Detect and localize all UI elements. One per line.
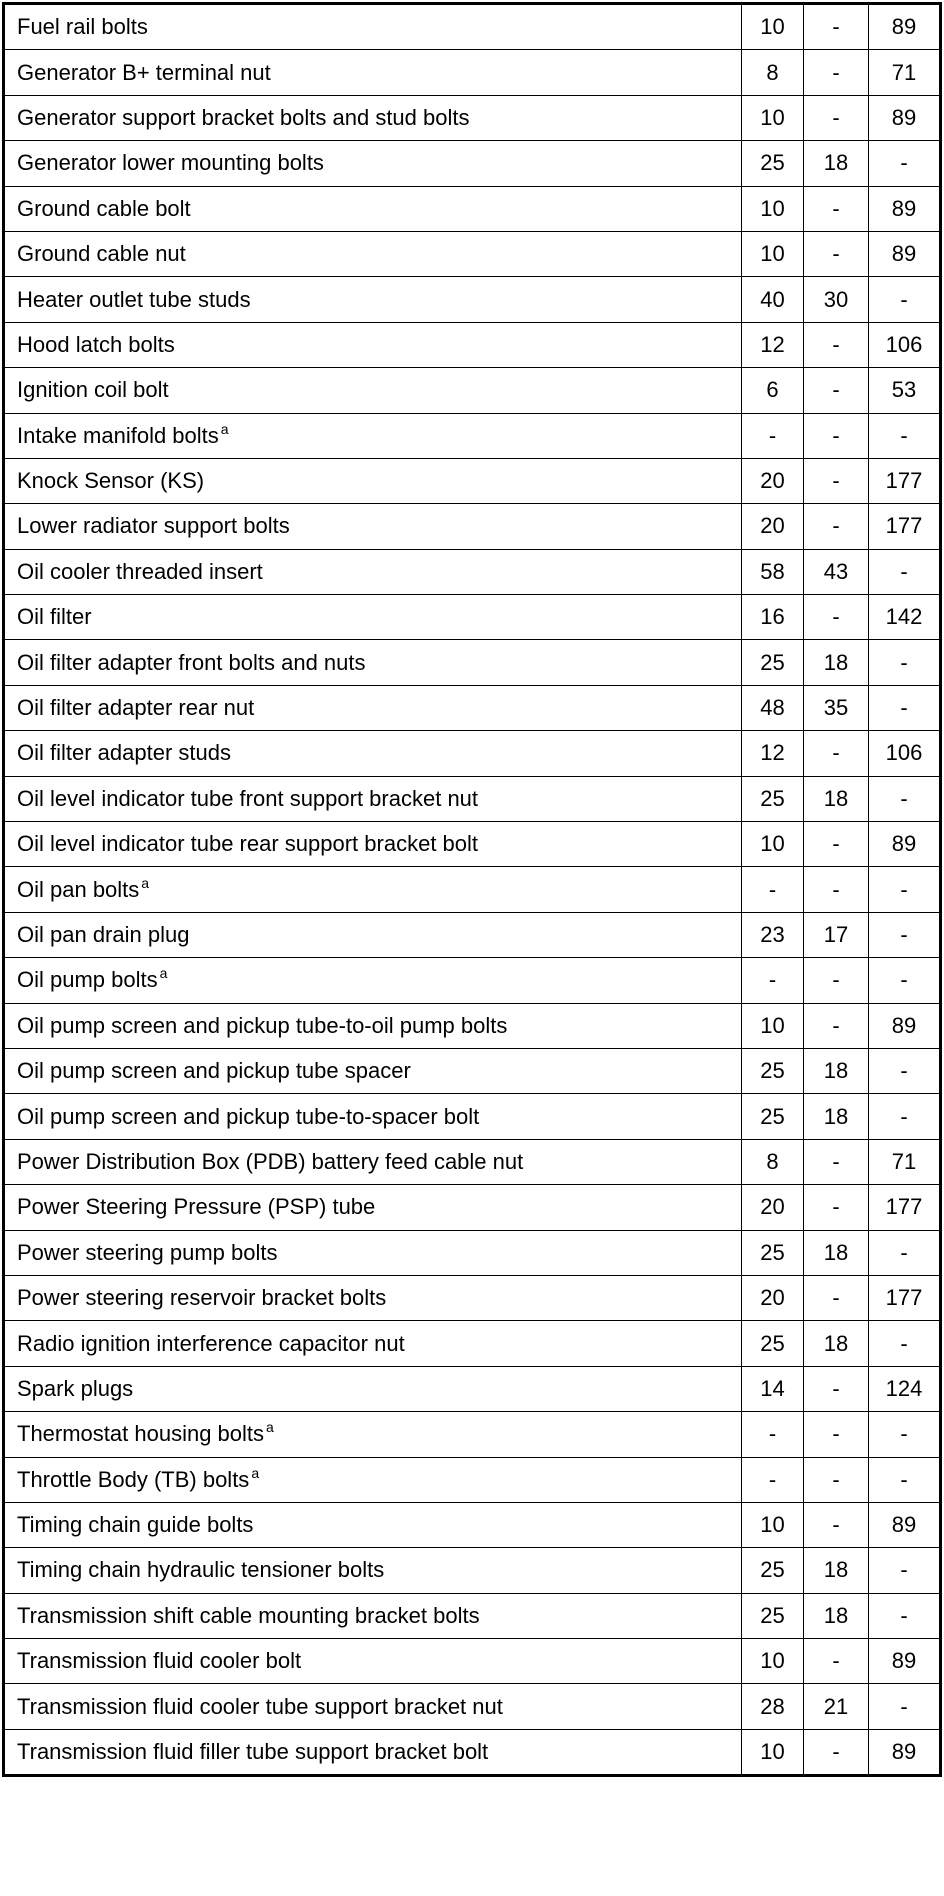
torque-nm-cell: 25 bbox=[742, 640, 804, 685]
component-name: Oil level indicator tube rear support bracket bolt bbox=[17, 831, 479, 857]
component-cell bbox=[4, 912, 742, 957]
torque-nm-cell: 20 bbox=[742, 1185, 804, 1230]
component-name: Lower radiator support bolts bbox=[17, 513, 290, 539]
component-name: Intake manifold bolts bbox=[17, 422, 219, 448]
torque-lbin-cell: 89 bbox=[869, 1729, 941, 1775]
torque-nm-cell: 10 bbox=[742, 231, 804, 276]
torque-lbft-cell: - bbox=[804, 186, 869, 231]
table-row bbox=[4, 1230, 941, 1275]
component-name: Transmission fluid filler tube support bracket bolt bbox=[17, 1739, 489, 1765]
torque-lbin-cell: - bbox=[869, 141, 941, 186]
component-name: Oil pump screen and pickup tube-to-spacer bolt bbox=[17, 1103, 480, 1129]
torque-nm-cell: 12 bbox=[742, 731, 804, 776]
torque-lbin-cell: 53 bbox=[869, 368, 941, 413]
component-cell bbox=[4, 1548, 742, 1593]
torque-nm-cell: 10 bbox=[742, 1639, 804, 1684]
torque-nm-cell: 20 bbox=[742, 504, 804, 549]
torque-lbft-cell: - bbox=[804, 1412, 869, 1457]
table-row bbox=[4, 1457, 941, 1502]
torque-lbft-cell: 18 bbox=[804, 1321, 869, 1366]
torque-lbin-cell: 124 bbox=[869, 1366, 941, 1411]
component-cell bbox=[4, 1412, 742, 1457]
torque-lbin-cell: 89 bbox=[869, 4, 941, 50]
component-cell bbox=[4, 95, 742, 140]
torque-lbin-cell: 89 bbox=[869, 95, 941, 140]
footnote-marker: a bbox=[220, 420, 229, 437]
table-row bbox=[4, 322, 941, 367]
torque-nm-cell: 8 bbox=[742, 50, 804, 95]
torque-lbft-cell: - bbox=[804, 1003, 869, 1048]
torque-lbin-cell: 177 bbox=[869, 1185, 941, 1230]
torque-lbin-cell: - bbox=[869, 912, 941, 957]
torque-lbft-cell: 21 bbox=[804, 1684, 869, 1729]
torque-lbin-cell: 71 bbox=[869, 1139, 941, 1184]
component-name: Power Steering Pressure (PSP) tube bbox=[17, 1194, 376, 1220]
torque-nm-cell: 10 bbox=[742, 186, 804, 231]
torque-nm-cell: 10 bbox=[742, 1502, 804, 1547]
torque-specification-table bbox=[2, 2, 942, 1777]
table-row bbox=[4, 4, 941, 50]
component-name: Heater outlet tube studs bbox=[17, 286, 251, 312]
table-row bbox=[4, 277, 941, 322]
torque-lbin-cell: - bbox=[869, 549, 941, 594]
torque-lbft-cell: - bbox=[804, 322, 869, 367]
torque-lbft-cell: 30 bbox=[804, 277, 869, 322]
component-cell bbox=[4, 504, 742, 549]
torque-nm-cell: 28 bbox=[742, 1684, 804, 1729]
torque-lbin-cell: 106 bbox=[869, 731, 941, 776]
torque-lbin-cell: 177 bbox=[869, 504, 941, 549]
torque-lbft-cell: - bbox=[804, 1457, 869, 1502]
table-row bbox=[4, 1185, 941, 1230]
torque-nm-cell: 20 bbox=[742, 1275, 804, 1320]
torque-lbft-cell: 18 bbox=[804, 640, 869, 685]
torque-lbft-cell: - bbox=[804, 731, 869, 776]
component-cell bbox=[4, 1457, 742, 1502]
component-name: Transmission fluid cooler bolt bbox=[17, 1648, 302, 1674]
table-row bbox=[4, 685, 941, 730]
component-name: Oil cooler threaded insert bbox=[17, 558, 263, 584]
footnote-marker: a bbox=[251, 1464, 260, 1481]
component-name: Power steering reservoir bracket bolts bbox=[17, 1285, 387, 1311]
torque-nm-cell: - bbox=[742, 867, 804, 912]
torque-lbin-cell: - bbox=[869, 1412, 941, 1457]
torque-lbft-cell: - bbox=[804, 1185, 869, 1230]
torque-lbft-cell: 43 bbox=[804, 549, 869, 594]
footnote-marker: a bbox=[266, 1419, 274, 1436]
torque-nm-cell: 25 bbox=[742, 1593, 804, 1638]
table-row bbox=[4, 1275, 941, 1320]
torque-lbin-cell: - bbox=[869, 277, 941, 322]
torque-lbft-cell: 18 bbox=[804, 1593, 869, 1638]
torque-lbft-cell: - bbox=[804, 867, 869, 912]
component-cell bbox=[4, 1502, 742, 1547]
component-cell bbox=[4, 1729, 742, 1775]
component-name: Transmission fluid cooler tube support bracket nut bbox=[17, 1693, 503, 1719]
torque-lbft-cell: - bbox=[804, 231, 869, 276]
torque-lbin-cell: - bbox=[869, 1457, 941, 1502]
torque-lbin-cell: - bbox=[869, 1048, 941, 1093]
torque-nm-cell: 20 bbox=[742, 458, 804, 503]
torque-nm-cell: 48 bbox=[742, 685, 804, 730]
component-name: Oil pump bolts bbox=[17, 967, 158, 993]
table-row bbox=[4, 413, 941, 458]
torque-lbin-cell: 177 bbox=[869, 458, 941, 503]
torque-lbin-cell: - bbox=[869, 413, 941, 458]
torque-nm-cell: 25 bbox=[742, 141, 804, 186]
torque-lbin-cell: 106 bbox=[869, 322, 941, 367]
torque-lbin-cell: 142 bbox=[869, 595, 941, 640]
component-cell bbox=[4, 458, 742, 503]
torque-lbin-cell: - bbox=[869, 958, 941, 1003]
table-row bbox=[4, 912, 941, 957]
table-row bbox=[4, 141, 941, 186]
torque-lbft-cell: - bbox=[804, 822, 869, 867]
table-row bbox=[4, 867, 941, 912]
torque-nm-cell: 16 bbox=[742, 595, 804, 640]
component-cell bbox=[4, 549, 742, 594]
torque-nm-cell: 25 bbox=[742, 1048, 804, 1093]
component-name: Timing chain hydraulic tensioner bolts bbox=[17, 1557, 385, 1583]
torque-nm-cell: - bbox=[742, 1457, 804, 1502]
component-cell bbox=[4, 1139, 742, 1184]
torque-lbin-cell: - bbox=[869, 1230, 941, 1275]
table-row bbox=[4, 1139, 941, 1184]
component-cell bbox=[4, 4, 742, 50]
torque-nm-cell: 10 bbox=[742, 1729, 804, 1775]
component-cell bbox=[4, 1094, 742, 1139]
component-cell bbox=[4, 1230, 742, 1275]
torque-lbft-cell: - bbox=[804, 1139, 869, 1184]
component-name: Knock Sensor (KS) bbox=[17, 468, 205, 494]
torque-lbin-cell: 89 bbox=[869, 822, 941, 867]
torque-nm-cell: 10 bbox=[742, 822, 804, 867]
component-name: Fuel rail bolts bbox=[17, 14, 148, 40]
component-name: Ground cable nut bbox=[17, 241, 186, 267]
component-cell bbox=[4, 1366, 742, 1411]
component-cell bbox=[4, 1639, 742, 1684]
torque-nm-cell: 25 bbox=[742, 1321, 804, 1366]
torque-nm-cell: 25 bbox=[742, 1094, 804, 1139]
table-body bbox=[4, 4, 941, 1776]
component-name: Power Distribution Box (PDB) battery feed cable nut bbox=[17, 1148, 524, 1174]
component-cell bbox=[4, 776, 742, 821]
component-cell bbox=[4, 640, 742, 685]
torque-nm-cell: 10 bbox=[742, 1003, 804, 1048]
torque-nm-cell: 10 bbox=[742, 4, 804, 50]
component-name: Timing chain guide bolts bbox=[17, 1512, 254, 1538]
torque-lbin-cell: - bbox=[869, 1593, 941, 1638]
torque-lbin-cell: - bbox=[869, 1321, 941, 1366]
torque-lbft-cell: - bbox=[804, 958, 869, 1003]
table-row bbox=[4, 1412, 941, 1457]
table-row bbox=[4, 731, 941, 776]
torque-lbin-cell: - bbox=[869, 1684, 941, 1729]
component-name: Spark plugs bbox=[17, 1375, 134, 1401]
torque-lbft-cell: - bbox=[804, 1275, 869, 1320]
table-row bbox=[4, 776, 941, 821]
component-name: Oil filter bbox=[17, 604, 92, 630]
component-name: Generator support bracket bolts and stud bolts bbox=[17, 104, 470, 130]
component-cell bbox=[4, 141, 742, 186]
torque-nm-cell: - bbox=[742, 958, 804, 1003]
torque-lbft-cell: 18 bbox=[804, 1230, 869, 1275]
table-row bbox=[4, 1729, 941, 1775]
table-row bbox=[4, 595, 941, 640]
table-row bbox=[4, 1593, 941, 1638]
table-row bbox=[4, 186, 941, 231]
torque-lbin-cell: 89 bbox=[869, 1003, 941, 1048]
torque-lbft-cell: 17 bbox=[804, 912, 869, 957]
torque-lbft-cell: - bbox=[804, 368, 869, 413]
torque-nm-cell: 25 bbox=[742, 776, 804, 821]
component-cell bbox=[4, 413, 742, 458]
torque-lbin-cell: 71 bbox=[869, 50, 941, 95]
component-name: Generator B+ terminal nut bbox=[17, 59, 271, 85]
table-row bbox=[4, 640, 941, 685]
torque-lbft-cell: - bbox=[804, 4, 869, 50]
torque-nm-cell: 58 bbox=[742, 549, 804, 594]
component-name: Oil filter adapter front bolts and nuts bbox=[17, 649, 366, 675]
torque-nm-cell: 12 bbox=[742, 322, 804, 367]
torque-lbin-cell: - bbox=[869, 685, 941, 730]
footnote-marker: a bbox=[159, 965, 168, 982]
torque-nm-cell: 40 bbox=[742, 277, 804, 322]
torque-nm-cell: 25 bbox=[742, 1230, 804, 1275]
table-row bbox=[4, 1639, 941, 1684]
torque-lbft-cell: - bbox=[804, 504, 869, 549]
torque-nm-cell: 6 bbox=[742, 368, 804, 413]
component-cell bbox=[4, 322, 742, 367]
torque-lbin-cell: - bbox=[869, 640, 941, 685]
torque-lbin-cell: 89 bbox=[869, 231, 941, 276]
component-name: Oil filter adapter rear nut bbox=[17, 695, 255, 721]
footnote-marker: a bbox=[141, 874, 150, 891]
torque-lbft-cell: - bbox=[804, 95, 869, 140]
component-cell bbox=[4, 867, 742, 912]
torque-lbft-cell: - bbox=[804, 413, 869, 458]
torque-lbft-cell: - bbox=[804, 1639, 869, 1684]
torque-lbft-cell: - bbox=[804, 50, 869, 95]
torque-nm-cell: 23 bbox=[742, 912, 804, 957]
torque-nm-cell: - bbox=[742, 1412, 804, 1457]
torque-lbft-cell: - bbox=[804, 1729, 869, 1775]
component-cell bbox=[4, 368, 742, 413]
component-cell bbox=[4, 1593, 742, 1638]
torque-lbft-cell: 35 bbox=[804, 685, 869, 730]
component-cell bbox=[4, 1275, 742, 1320]
torque-nm-cell: 8 bbox=[742, 1139, 804, 1184]
component-cell bbox=[4, 731, 742, 776]
table-row bbox=[4, 958, 941, 1003]
component-name: Power steering pump bolts bbox=[17, 1239, 278, 1265]
component-cell bbox=[4, 685, 742, 730]
torque-lbin-cell: - bbox=[869, 776, 941, 821]
table-row bbox=[4, 1003, 941, 1048]
torque-nm-cell: 10 bbox=[742, 95, 804, 140]
component-cell bbox=[4, 1003, 742, 1048]
torque-lbin-cell: - bbox=[869, 1094, 941, 1139]
component-cell bbox=[4, 1684, 742, 1729]
component-cell bbox=[4, 1048, 742, 1093]
component-name: Oil pan bolts bbox=[17, 876, 140, 902]
table-row bbox=[4, 504, 941, 549]
table-row bbox=[4, 1048, 941, 1093]
table-row bbox=[4, 1094, 941, 1139]
component-name: Thermostat housing bolts bbox=[17, 1421, 265, 1447]
torque-lbin-cell: - bbox=[869, 1548, 941, 1593]
torque-lbft-cell: - bbox=[804, 595, 869, 640]
component-name: Throttle Body (TB) bolts bbox=[17, 1466, 250, 1492]
table-row bbox=[4, 1548, 941, 1593]
table-row bbox=[4, 1321, 941, 1366]
torque-nm-cell: 14 bbox=[742, 1366, 804, 1411]
torque-lbft-cell: - bbox=[804, 458, 869, 503]
component-name: Generator lower mounting bolts bbox=[17, 150, 324, 176]
torque-lbin-cell: - bbox=[869, 867, 941, 912]
component-name: Ground cable bolt bbox=[17, 195, 191, 221]
torque-lbft-cell: 18 bbox=[804, 1048, 869, 1093]
torque-lbin-cell: 89 bbox=[869, 186, 941, 231]
torque-nm-cell: 25 bbox=[742, 1548, 804, 1593]
table-row bbox=[4, 95, 941, 140]
component-name: Radio ignition interference capacitor nut bbox=[17, 1330, 405, 1356]
component-cell bbox=[4, 186, 742, 231]
component-cell bbox=[4, 1321, 742, 1366]
table-row bbox=[4, 1684, 941, 1729]
torque-lbft-cell: 18 bbox=[804, 141, 869, 186]
torque-lbft-cell: 18 bbox=[804, 776, 869, 821]
component-name: Oil pan drain plug bbox=[17, 922, 190, 947]
torque-lbft-cell: - bbox=[804, 1366, 869, 1411]
torque-lbin-cell: 177 bbox=[869, 1275, 941, 1320]
table-row bbox=[4, 549, 941, 594]
torque-nm-cell: - bbox=[742, 413, 804, 458]
table-row bbox=[4, 368, 941, 413]
component-name: Transmission shift cable mounting bracket bolts bbox=[17, 1602, 480, 1628]
table-row bbox=[4, 231, 941, 276]
component-name: Oil pump screen and pickup tube-to-oil pump bolts bbox=[17, 1012, 508, 1038]
component-cell bbox=[4, 231, 742, 276]
table-row bbox=[4, 1366, 941, 1411]
component-cell bbox=[4, 277, 742, 322]
component-cell bbox=[4, 958, 742, 1003]
torque-lbin-cell: 89 bbox=[869, 1502, 941, 1547]
torque-lbft-cell: - bbox=[804, 1502, 869, 1547]
table-row bbox=[4, 1502, 941, 1547]
table-row bbox=[4, 50, 941, 95]
torque-lbft-cell: 18 bbox=[804, 1548, 869, 1593]
component-name: Oil pump screen and pickup tube spacer bbox=[17, 1058, 411, 1084]
component-cell bbox=[4, 50, 742, 95]
torque-lbft-cell: 18 bbox=[804, 1094, 869, 1139]
component-name: Oil filter adapter studs bbox=[17, 740, 231, 766]
component-cell bbox=[4, 1185, 742, 1230]
component-cell bbox=[4, 822, 742, 867]
table-row bbox=[4, 822, 941, 867]
component-name: Oil level indicator tube front support bracket nut bbox=[17, 785, 479, 811]
component-name: Ignition coil bolt bbox=[17, 377, 169, 403]
component-name: Hood latch bolts bbox=[17, 331, 175, 357]
component-cell bbox=[4, 595, 742, 640]
table-row bbox=[4, 458, 941, 503]
torque-lbin-cell: 89 bbox=[869, 1639, 941, 1684]
